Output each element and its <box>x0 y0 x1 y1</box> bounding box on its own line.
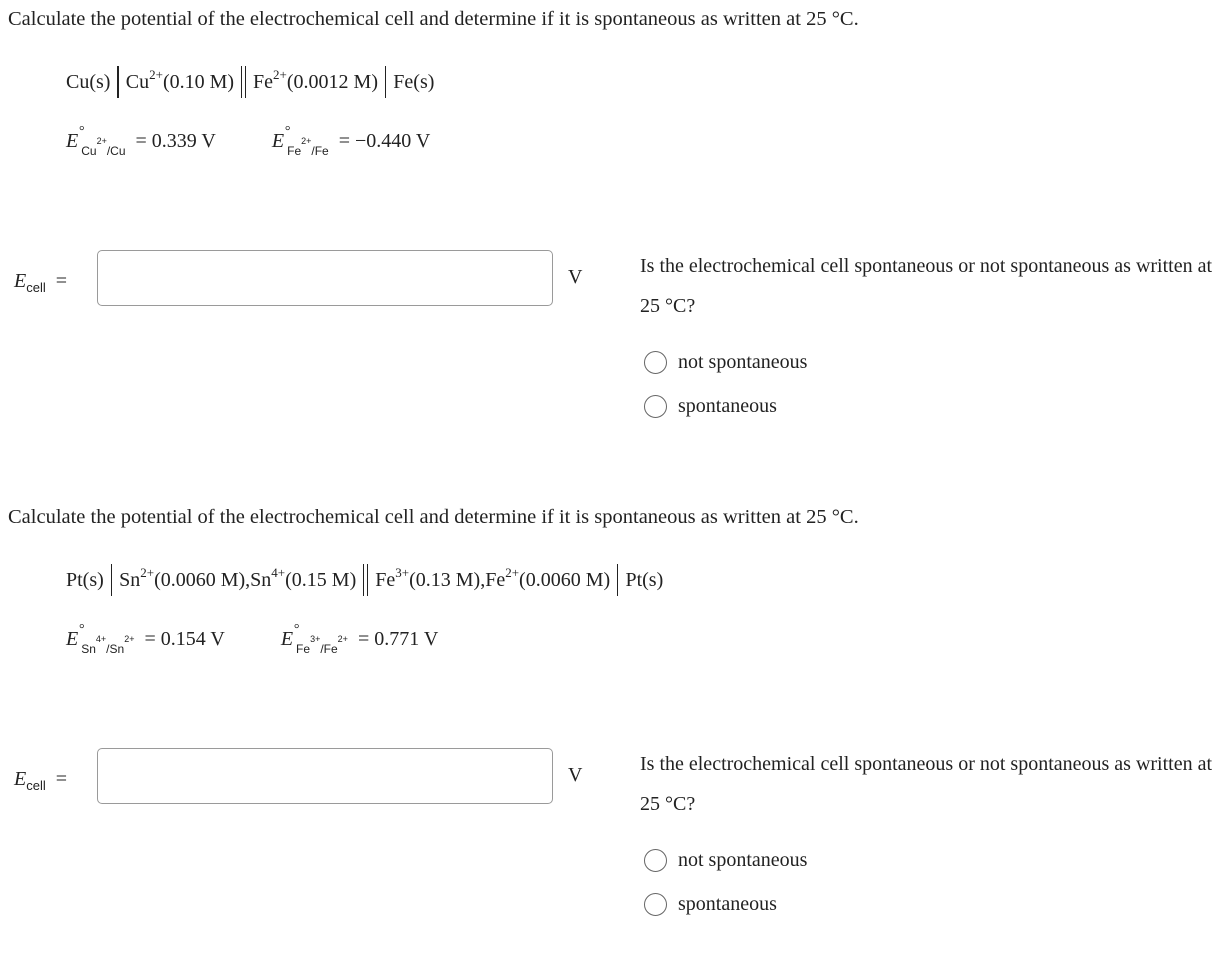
cell-species <box>375 564 486 592</box>
potential-symbol: E <box>280 628 294 650</box>
couple-text: /Sn <box>106 642 125 656</box>
cell-notation <box>66 560 663 600</box>
species-text: Fe <box>375 568 396 591</box>
radio-circle[interactable] <box>644 351 667 374</box>
potential-symbol: E <box>271 130 285 152</box>
potential-value: = 0.771 V <box>357 628 439 650</box>
cell-species <box>485 564 611 592</box>
standard-potentials <box>66 622 494 656</box>
radio-label: spontaneous <box>678 395 777 417</box>
cell-species <box>119 564 251 592</box>
degree-symbol: ° <box>79 622 85 637</box>
equals-sign: = <box>55 270 68 292</box>
cell-species <box>393 71 434 94</box>
cell-notation <box>66 62 434 102</box>
species-concentration: (0.15 M) <box>285 568 357 591</box>
radio-not-spontaneous[interactable] <box>644 351 807 374</box>
couple-charge: 4+ <box>95 634 107 644</box>
problem-title: Calculate the potential of the electrochemical cell and determine if it is spontaneous as written at 25 °C. <box>8 8 859 30</box>
cell-species <box>66 71 110 94</box>
standard-potential <box>271 124 431 158</box>
radio-spontaneous[interactable] <box>644 893 777 916</box>
ecell-symbol: E <box>14 270 27 292</box>
spontaneity-question: Is the electrochemical cell spontaneous or not spontaneous as written at 25 °C? <box>640 255 1213 317</box>
salt-bridge-separator <box>241 66 246 98</box>
redox-couple <box>287 136 329 158</box>
degree-symbol: ° <box>284 124 291 139</box>
species-charge: 2+ <box>273 66 287 82</box>
ecell-input[interactable] <box>97 250 553 306</box>
species-text: Fe <box>253 70 274 93</box>
couple-charge: 3+ <box>310 634 321 644</box>
equals-sign: = <box>55 768 68 790</box>
species-text: Pt(s) <box>625 568 664 591</box>
couple-text: /Fe <box>311 144 329 158</box>
radio-circle[interactable] <box>644 893 667 916</box>
couple-charge: 2+ <box>124 634 135 644</box>
unit-label: V <box>568 266 583 288</box>
standard-potentials <box>66 124 486 158</box>
potential-value: = 0.154 V <box>144 628 225 650</box>
couple-text: Fe <box>287 144 302 158</box>
ecell-label <box>14 768 67 791</box>
problem-title: Calculate the potential of the electrochemical cell and determine if it is spontaneous as written at 25 °C. <box>8 506 859 528</box>
cell-species <box>253 66 378 94</box>
salt-bridge-separator <box>363 564 368 596</box>
species-text: Sn <box>250 568 272 591</box>
species-text: Fe(s) <box>393 70 435 93</box>
couple-text: Sn <box>81 642 96 656</box>
couple-charge: 2+ <box>96 136 107 146</box>
phase-boundary-separator <box>385 66 386 98</box>
radio-circle[interactable] <box>644 849 667 872</box>
phase-boundary-separator <box>617 564 618 596</box>
species-charge: 2+ <box>140 564 155 580</box>
radio-label: not spontaneous <box>678 351 808 373</box>
species-text: Fe <box>485 568 506 591</box>
species-charge: 2+ <box>149 66 163 82</box>
spontaneity-question: Is the electrochemical cell spontaneous or not spontaneous as written at 25 °C? <box>640 753 1213 815</box>
couple-text: /Cu <box>106 144 126 158</box>
couple-charge: 2+ <box>301 136 312 146</box>
species-text: Pt(s) <box>66 568 104 591</box>
couple-text: /Fe <box>320 642 338 656</box>
problem-1 <box>0 8 1226 478</box>
ecell-subscript: cell <box>26 280 46 295</box>
redox-couple <box>81 136 126 158</box>
phase-boundary-separator <box>111 564 112 596</box>
redox-couple <box>81 634 135 656</box>
degree-symbol: ° <box>79 124 85 139</box>
radio-circle[interactable] <box>644 395 667 418</box>
standard-potential <box>66 124 216 158</box>
cell-species <box>625 569 663 592</box>
unit-label: V <box>568 764 583 786</box>
couple-text: Cu <box>81 144 97 158</box>
cell-species <box>250 564 357 592</box>
radio-not-spontaneous[interactable] <box>644 849 807 872</box>
standard-potential <box>66 622 225 656</box>
species-charge: 2+ <box>505 564 520 580</box>
species-concentration: (0.0060 M) <box>519 568 611 591</box>
couple-text: Fe <box>296 642 311 656</box>
cell-species <box>125 66 235 94</box>
potential-symbol: E <box>66 130 79 152</box>
potential-value: = −0.440 V <box>338 130 431 152</box>
species-charge: 4+ <box>271 564 286 580</box>
species-text: Sn <box>119 568 141 591</box>
species-concentration: (0.10 M) <box>162 70 235 93</box>
radio-spontaneous[interactable] <box>644 395 777 418</box>
ecell-symbol: E <box>14 768 27 790</box>
redox-couple <box>296 634 348 656</box>
degree-symbol: ° <box>293 622 300 637</box>
phase-boundary-separator <box>117 66 118 98</box>
problem-2 <box>0 506 1226 976</box>
radio-label: not spontaneous <box>678 849 808 871</box>
ecell-input[interactable] <box>97 748 553 804</box>
ecell-label <box>14 270 67 293</box>
ecell-subscript: cell <box>26 778 46 793</box>
couple-charge: 2+ <box>337 634 348 644</box>
radio-label: spontaneous <box>678 893 777 915</box>
cell-species <box>66 569 104 592</box>
potential-symbol: E <box>66 628 79 650</box>
species-text: Cu(s) <box>66 70 111 93</box>
species-concentration: (0.0012 M) <box>286 70 378 93</box>
potential-value: = 0.339 V <box>135 130 216 152</box>
species-charge: 3+ <box>395 564 410 580</box>
species-concentration: (0.13 M), <box>409 568 486 591</box>
standard-potential <box>280 622 439 656</box>
species-text: Cu <box>125 70 150 93</box>
species-concentration: (0.0060 M), <box>154 568 251 591</box>
